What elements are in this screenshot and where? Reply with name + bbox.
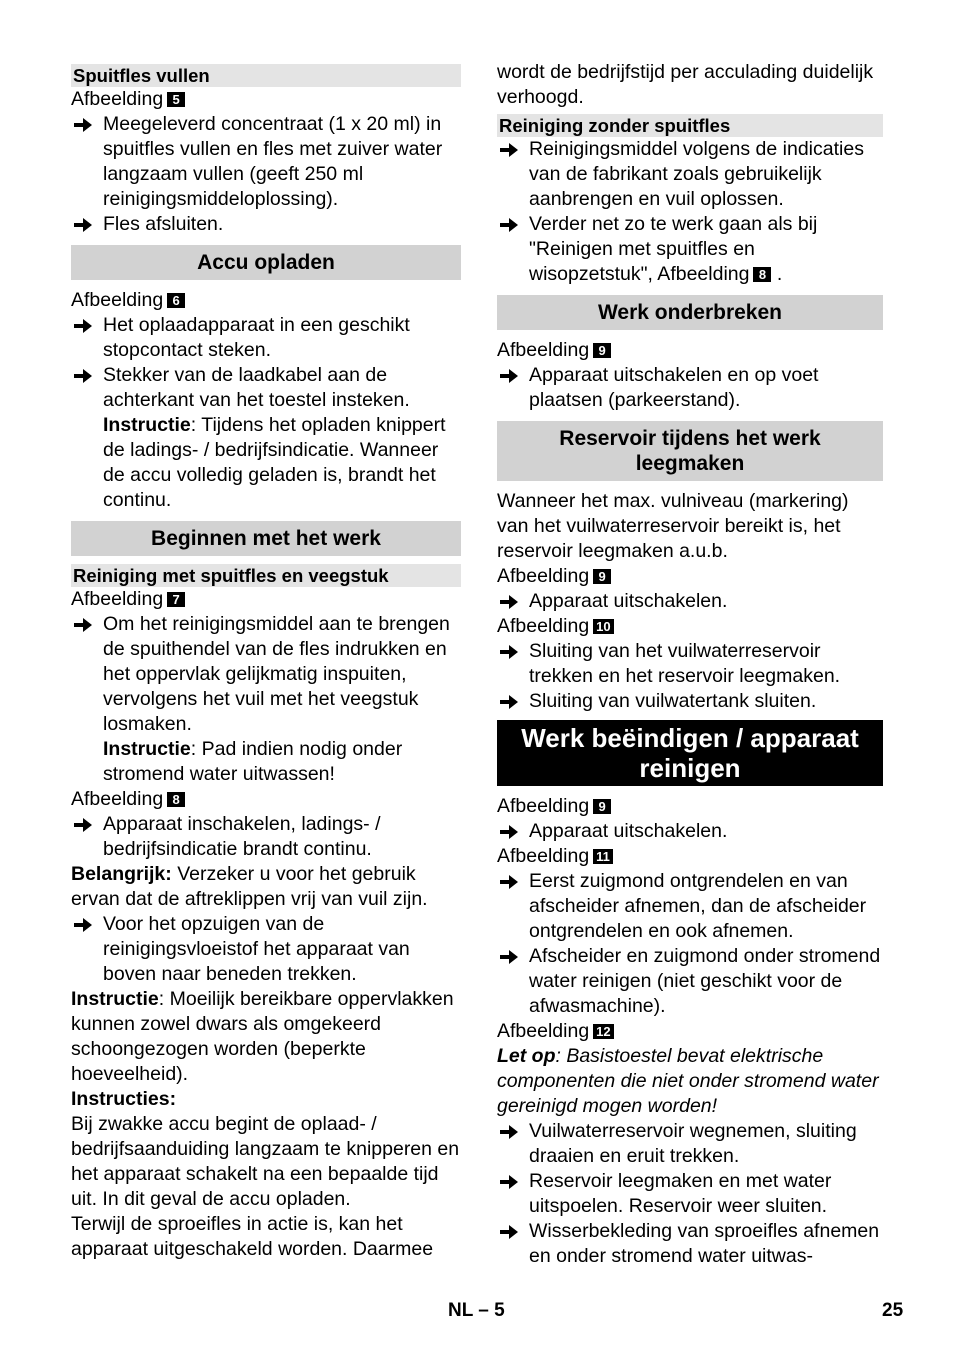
- arrow-icon: [74, 369, 92, 383]
- step-text: Wisserbekleding van sproeifles afnemen en onder stromend water uitwas-: [529, 1220, 880, 1267]
- section-heading-werk-onderbreken: Werk onderbreken: [497, 295, 883, 330]
- instruction-step: [71, 912, 461, 987]
- step-text: Afscheider en zuigmond onder stromend water reinigen (niet geschikt voor de afwasmachine).: [529, 945, 881, 1017]
- note-text: : Tijdens het opladen knippert de ladings- / bedrijfsindicatie. Wanneer de accu volledig geladen is, brandt het continu.: [103, 414, 446, 511]
- arrow-icon: [500, 1125, 518, 1139]
- step-text: Sluiting van het vuilwaterreservoir trekken en het reservoir leegmaken.: [529, 640, 841, 687]
- figure-number-badge: 9: [593, 569, 611, 584]
- instruction-note: [71, 413, 461, 513]
- arrow-icon: [74, 218, 92, 232]
- arrow-icon: [500, 645, 518, 659]
- figure-label: Afbeelding: [497, 1020, 590, 1042]
- arrow-icon: [500, 875, 518, 889]
- instructions-paragraph: Terwijl de sproeifles in actie is, kan het apparaat uitgeschakeld worden. Daarmee: [71, 1213, 434, 1260]
- figure-label: Afbeelding: [497, 565, 590, 587]
- caution-note: [497, 1044, 883, 1119]
- instructions-label: Instructies:: [71, 1088, 177, 1110]
- figure-ref: [497, 338, 883, 363]
- figure-label: Afbeelding: [497, 795, 590, 817]
- arrow-icon: [500, 825, 518, 839]
- instruction-step: [71, 212, 461, 237]
- figure-label: Afbeelding: [71, 588, 164, 610]
- step-text: Apparaat inschakelen, ladings- / bedrijfsindicatie brandt continu.: [103, 813, 381, 860]
- caution-text: : Basistoestel bevat elektrische componenten die niet onder stromend water gereinigd mogen worden!: [497, 1045, 879, 1117]
- figure-number-badge: 5: [167, 92, 185, 107]
- instruction-step: [497, 819, 883, 844]
- arrow-icon: [500, 1175, 518, 1189]
- step-text-end: .: [776, 263, 783, 285]
- figure-label: Afbeelding: [497, 339, 590, 361]
- major-heading-werk-beeindigen: Werk beëindigen / apparaat reinigen: [497, 720, 883, 786]
- right-column: [497, 60, 883, 1269]
- figure-ref: [71, 87, 461, 112]
- note-label: Instructie: [103, 738, 191, 760]
- figure-ref: [497, 844, 883, 869]
- figure-ref: [497, 564, 883, 589]
- step-text: Voor het opzuigen van de reinigingsvloeistof het apparaat van boven naar beneden trekken.: [103, 913, 410, 985]
- caution-label: Let op: [497, 1045, 556, 1067]
- arrow-icon: [74, 319, 92, 333]
- instruction-step: [71, 112, 461, 212]
- arrow-icon: [500, 143, 518, 157]
- instruction-step: [497, 944, 883, 1019]
- figure-label: Afbeelding: [497, 615, 590, 637]
- figure-label: Afbeelding: [71, 788, 164, 810]
- figure-number-badge: 8: [753, 267, 771, 282]
- instruction-step: [71, 363, 461, 413]
- figure-label: Afbeelding: [71, 289, 164, 311]
- arrow-icon: [74, 618, 92, 632]
- instruction-step: [497, 363, 883, 413]
- step-text: Apparaat uitschakelen en op voet plaatsen (parkeerstand).: [529, 364, 819, 411]
- arrow-icon: [74, 918, 92, 932]
- paragraph: Wanneer het max. vulniveau (markering) van het vuilwaterreservoir bereikt is, het reservoir leegmaken a.u.b.: [497, 490, 849, 562]
- arrow-icon: [500, 1225, 518, 1239]
- footer-language-section: [448, 1298, 505, 1323]
- step-text: Apparaat uitschakelen.: [529, 820, 728, 842]
- figure-number-badge: 12: [593, 1024, 613, 1039]
- step-text: Om het reinigingsmiddel aan te brengen de spuithendel van de fles indrukken en het oppervlak gelijkmatig inspuiten, vervolgens het vuil met het veegstuk losmaken.: [103, 613, 450, 735]
- figure-ref: [497, 1019, 883, 1044]
- step-text: Reservoir leegmaken en met water uitspoelen. Reservoir weer sluiten.: [529, 1170, 832, 1217]
- instruction-note: [71, 987, 461, 1087]
- note-label: Instructie: [103, 414, 191, 436]
- instruction-step: [71, 313, 461, 363]
- arrow-icon: [500, 595, 518, 609]
- figure-number-badge: 11: [593, 849, 613, 864]
- arrow-icon: [500, 695, 518, 709]
- step-text: Stekker van de laadkabel aan de achterkant van het toestel insteken.: [103, 364, 410, 411]
- figure-number-badge: 7: [167, 592, 185, 607]
- arrow-icon: [74, 818, 92, 832]
- figure-number-badge: 9: [593, 799, 611, 814]
- instruction-step: [497, 212, 883, 287]
- arrow-icon: [500, 950, 518, 964]
- important-text: Verzeker u voor het gebruik ervan dat de aftreklippen vrij van vuil zijn.: [71, 863, 428, 910]
- instruction-step: [497, 1219, 883, 1269]
- page-number: 25: [882, 1300, 904, 1321]
- section-heading-accu-opladen: Accu opladen: [71, 245, 461, 280]
- step-text: Eerst zuigmond ontgrendelen en van afscheider afnemen, dan de afscheider ontgrendelen en ook afnemen.: [529, 870, 867, 942]
- figure-ref: [71, 587, 461, 612]
- instruction-step: [497, 589, 883, 614]
- instruction-note: [71, 737, 461, 787]
- section-heading-reservoir-leegmaken: Reservoir tijdens het werk leegmaken: [497, 421, 883, 481]
- step-text: Vuilwaterreservoir wegnemen, sluiting draaien en eruit trekken.: [529, 1120, 857, 1167]
- figure-label: Afbeelding: [71, 88, 164, 110]
- figure-ref: [497, 794, 883, 819]
- arrow-icon: [74, 118, 92, 132]
- arrow-icon: [500, 369, 518, 383]
- step-text: Het oplaadapparaat in een geschikt stopcontact steken.: [103, 314, 410, 361]
- section-heading-beginnen: Beginnen met het werk: [71, 521, 461, 556]
- arrow-icon: [500, 218, 518, 232]
- figure-number-badge: 10: [593, 619, 613, 634]
- step-text: Meegeleverd concentraat (1 x 20 ml) in spuitfles vullen en fles met zuiver water langzaam vullen (geeft 250 ml reinigingsmiddeloplossing).: [103, 113, 443, 210]
- figure-number-badge: 9: [593, 343, 611, 358]
- note-text: : Pad indien nodig onder stromend water uitwassen!: [103, 738, 403, 785]
- step-text: Reinigingsmiddel volgens de indicaties van de fabrikant zoals gebruikelijk aanbrengen en vuil oplossen.: [529, 138, 864, 210]
- left-column: [71, 60, 461, 1262]
- subheading-reiniging-zonder-spuitfles: Reiniging zonder spuitfles: [497, 114, 883, 137]
- instruction-step: [497, 137, 883, 212]
- important-label: Belangrijk:: [71, 863, 172, 885]
- instruction-step: [497, 1169, 883, 1219]
- footer-section-page: – 5: [478, 1300, 505, 1321]
- instruction-step: [497, 869, 883, 944]
- figure-number-badge: 6: [167, 293, 185, 308]
- figure-label: Afbeelding: [497, 845, 590, 867]
- note-text: : Moeilijk bereikbare oppervlakken kunnen zowel dwars als omgekeerd schoongezogen worden (beperkte hoeveelheid).: [71, 988, 454, 1085]
- note-label: Instructie: [71, 988, 159, 1010]
- figure-ref: [497, 614, 883, 639]
- important-note: [71, 862, 461, 912]
- instruction-step: [71, 812, 461, 862]
- figure-number-badge: 8: [167, 792, 185, 807]
- continued-paragraph: wordt de bedrijfstijd per acculading duidelijk verhoogd.: [497, 61, 874, 108]
- step-text: Fles afsluiten.: [103, 213, 224, 235]
- instruction-step: [497, 689, 883, 714]
- instruction-step: [497, 1119, 883, 1169]
- subheading-reiniging-spuitfles-veegstuk: Reiniging met spuitfles en veegstuk: [71, 564, 461, 587]
- step-text: Sluiting van vuilwatertank sluiten.: [529, 690, 817, 712]
- instruction-step: [71, 612, 461, 737]
- figure-ref: [71, 787, 461, 812]
- instruction-step: [497, 639, 883, 689]
- step-text: Verder net zo te werk gaan als bij "Reinigen met spuitfles en wisopzetstuk", Afbeelding: [529, 213, 818, 285]
- instructions-paragraph: Bij zwakke accu begint de oplaad- / bedrijfsaanduiding langzaam te knipperen en het apparaat schakelt na een bepaalde tijd uit. In dit geval de accu opladen.: [71, 1113, 460, 1210]
- footer-language: NL: [448, 1300, 473, 1321]
- step-text: Apparaat uitschakelen.: [529, 590, 728, 612]
- subheading-spuitfles-vullen: Spuitfles vullen: [71, 64, 461, 87]
- figure-ref: [71, 288, 461, 313]
